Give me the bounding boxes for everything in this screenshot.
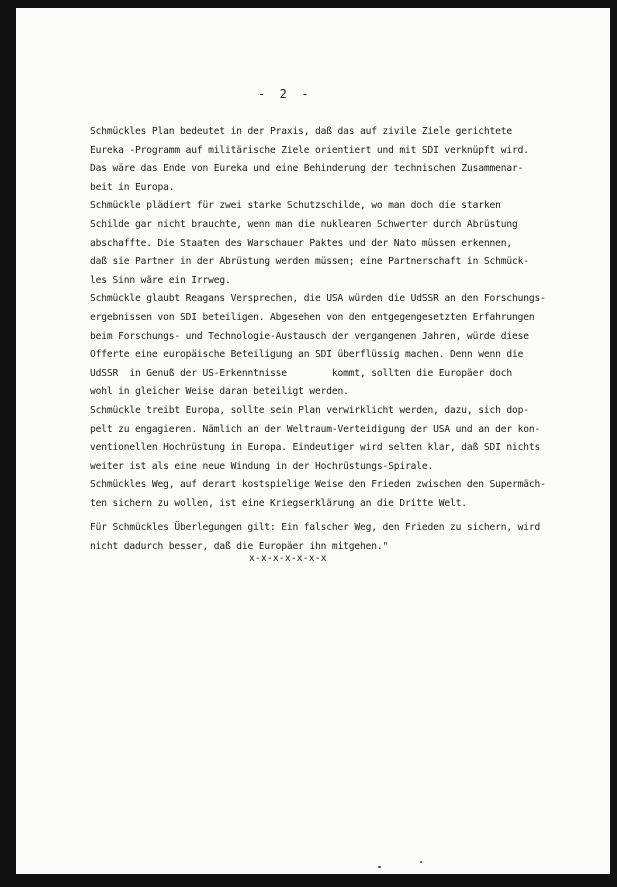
scan-speck: [420, 861, 422, 863]
text-line: Das wäre das Ende von Eureka und eine Behinderung der technischen Zusammenar-: [90, 163, 524, 175]
end-mark: x-x-x-x-x-x-x: [249, 553, 327, 564]
page-number: - 2 -: [258, 87, 309, 101]
text-line: Offerte eine europäische Beteiligung an SDI überflüssig machen. Denn wenn die: [90, 349, 524, 361]
text-line: Schmückle treibt Europa, sollte sein Plan verwirklicht werden, dazu, sich dop-: [90, 404, 529, 416]
text-line: Schmückle plädiert für zwei starke Schutzschilde, wo man doch die starken: [90, 200, 501, 212]
text-line: ten sichern zu wollen, ist eine Kriegserklärung an die Dritte Welt.: [90, 497, 467, 509]
closing-line: nicht dadurch besser, daß die Europäer ihn mitgehen.": [90, 541, 389, 553]
text-line: ventionellen Hochrüstung in Europa. Eindeutiger wird selten klar, daß SDI nichts: [90, 442, 541, 454]
closing-line: Für Schmückles Überlegungen gilt: Ein falscher Weg, den Frieden zu sichern, wird: [90, 522, 541, 534]
document-body: [90, 123, 570, 557]
text-line: Schilde gar nicht brauchte, wenn man die nuklearen Schwerter durch Abrüstung: [90, 218, 518, 230]
text-line: Schmückles Weg, auf derart kostspielige Weise den Frieden zwischen den Supermäch-: [90, 479, 546, 491]
text-line: Schmückle glaubt Reagans Versprechen, die USA würden die UdSSR an den Forschungs-: [90, 293, 546, 305]
text-line: Eureka -Programm auf militärische Ziele orientiert und mit SDI verknüpft wird.: [90, 144, 529, 156]
text-line: wohl in gleicher Weise daran beteiligt werden.: [90, 386, 349, 398]
text-line: beim Forschungs- und Technologie-Austausch der vergangenen Jahren, würde diese: [90, 330, 529, 342]
scan-speck: [378, 866, 381, 868]
text-line: ergebnissen von SDI beteiligen. Abgesehen von den entgegengesetzten Erfahrungen: [90, 311, 535, 323]
text-line: daß sie Partner in der Abrüstung werden müssen; eine Partnerschaft in Schmück-: [90, 256, 529, 268]
text-line: Schmückles Plan bedeutet in der Praxis, daß das auf zivile Ziele gerichtete: [90, 126, 512, 137]
text-line: UdSSR in Genuß der US-Erkenntnisse kommt, sollten die Europäer doch: [90, 367, 512, 379]
text-line: abschaffte. Die Staaten des Warschauer Paktes und der Nato müssen erkennen,: [90, 237, 512, 249]
text-line: pelt zu engagieren. Nämlich an der Weltraum-Verteidigung der USA und an der kon-: [90, 423, 541, 435]
text-line: weiter ist als eine neue Windung in der Hochrüstungs-Spirale.: [90, 460, 434, 472]
text-line: beit in Europa.: [90, 181, 175, 193]
text-line: les Sinn wäre ein Irrweg.: [90, 274, 231, 286]
